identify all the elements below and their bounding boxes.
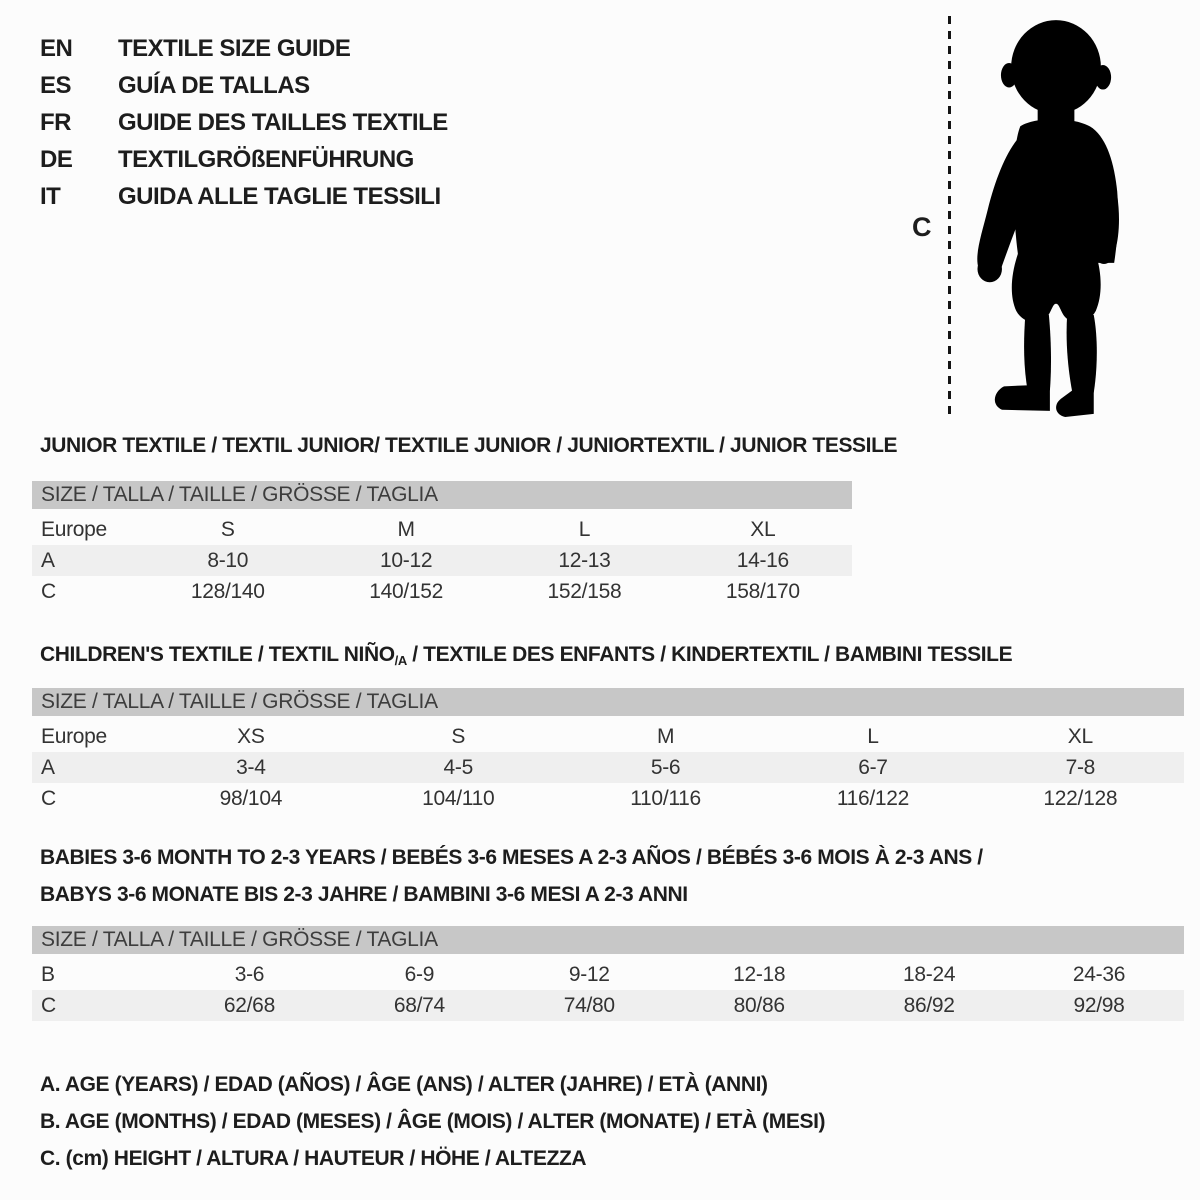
table-row <box>32 990 1184 1021</box>
table-cell: 80/86 <box>674 990 844 1021</box>
table-cell: L <box>578 517 591 541</box>
table-cell: 110/116 <box>630 786 701 810</box>
table-cell: 152/158 <box>547 579 622 603</box>
table-cell: Europe <box>41 724 107 748</box>
table-cell: 12-18 <box>733 962 786 986</box>
table-cell: 14-16 <box>674 545 852 576</box>
table-cell: 18-24 <box>903 962 956 986</box>
table-cell: XL <box>750 517 776 541</box>
table-cell: 116/122 <box>836 786 910 810</box>
language-code: ES <box>40 71 72 99</box>
children-heading-text: CHILDREN'S TEXTILE / TEXTIL NIÑO <box>40 643 395 666</box>
table-cell: 140/152 <box>369 579 444 603</box>
table-cell: XS <box>237 724 265 748</box>
babies-section-heading-line1: BABIES 3-6 MONTH TO 2-3 YEARS / BEBÉS 3-6 MESES A 2-3 AÑOS / BÉBÉS 3-6 MOIS À 2-3 ANS / <box>40 846 983 869</box>
table-cell: C <box>41 579 56 603</box>
table-cell: S <box>451 724 466 748</box>
table-cell: 9-12 <box>568 962 610 986</box>
table-cell: 4-5 <box>355 752 562 783</box>
table-cell: A <box>32 545 139 576</box>
table-cell: 5-6 <box>562 752 769 783</box>
language-title: GUIDA ALLE TAGLIE TESSILI <box>118 182 441 210</box>
language-title: GUÍA DE TALLAS <box>118 71 310 99</box>
table-cell: S <box>220 517 235 541</box>
table-cell: 92/98 <box>1014 990 1184 1021</box>
legend-line-b: B. AGE (MONTHS) / EDAD (MESES) / ÂGE (MOIS) / ALTER (MONATE) / ETÀ (MESI) <box>40 1109 826 1133</box>
table-cell: 74/80 <box>504 990 674 1021</box>
table-row <box>32 576 852 607</box>
table-cell: 122/128 <box>1043 786 1118 810</box>
table-cell: L <box>867 724 879 748</box>
table-row <box>32 783 1184 814</box>
children-size-table <box>32 688 1184 814</box>
size-header-bar: SIZE / TALLA / TAILLE / GRÖSSE / TAGLIA <box>32 926 1184 954</box>
table-cell: 68/74 <box>334 990 504 1021</box>
children-heading-text: / TEXTILE DES ENFANTS / KINDERTEXTIL / BAMBINI TESSILE <box>406 643 1013 666</box>
language-title-block <box>40 30 448 215</box>
junior-section-heading: JUNIOR TEXTILE / TEXTIL JUNIOR/ TEXTILE JUNIOR / JUNIORTEXTIL / JUNIOR TESSILE <box>40 434 898 457</box>
table-cell: C <box>41 786 56 810</box>
table-cell: 104/110 <box>422 786 495 810</box>
table-cell: 7-8 <box>977 752 1184 783</box>
table-row <box>32 721 1184 752</box>
table-cell: 10-12 <box>317 545 495 576</box>
language-row-es <box>40 67 448 104</box>
table-cell: 62/68 <box>164 990 334 1021</box>
language-code: DE <box>40 145 73 173</box>
table-row <box>32 752 1184 783</box>
table-cell: C <box>32 990 164 1021</box>
language-title: TEXTILE SIZE GUIDE <box>118 34 351 62</box>
table-cell: 6-7 <box>769 752 976 783</box>
language-title: GUIDE DES TAILLES TEXTILE <box>118 108 448 136</box>
height-dashed-line <box>948 16 951 416</box>
children-heading-subscript: /A <box>394 653 407 668</box>
legend-line-c: C. (cm) HEIGHT / ALTURA / HAUTEUR / HÖHE / ALTEZZA <box>40 1146 587 1170</box>
language-row-it <box>40 178 448 215</box>
size-header-bar: SIZE / TALLA / TAILLE / GRÖSSE / TAGLIA <box>32 481 852 509</box>
babies-size-table <box>32 926 1184 1021</box>
language-title: TEXTILGRÖßENFÜHRUNG <box>118 145 414 173</box>
size-header-bar: SIZE / TALLA / TAILLE / GRÖSSE / TAGLIA <box>32 688 1184 716</box>
table-cell: Europe <box>41 517 107 541</box>
table-cell: 24-36 <box>1072 962 1126 986</box>
table-cell: A <box>32 752 147 783</box>
table-cell: 6-9 <box>404 962 435 986</box>
table-cell: 158/170 <box>725 579 800 603</box>
table-cell: 86/92 <box>844 990 1014 1021</box>
language-row-en <box>40 30 448 67</box>
table-row <box>32 514 852 545</box>
table-row <box>32 959 1184 990</box>
table-row <box>32 545 852 576</box>
table-cell: M <box>656 724 675 748</box>
table-cell: B <box>41 962 55 986</box>
language-code: EN <box>40 34 73 62</box>
children-section-heading <box>40 643 1012 667</box>
junior-size-table <box>32 481 852 607</box>
height-measure-label: C <box>912 212 932 242</box>
language-row-fr <box>40 104 448 141</box>
table-cell: 8-10 <box>139 545 317 576</box>
table-cell: 12-13 <box>495 545 673 576</box>
table-cell: 128/140 <box>190 579 265 603</box>
measurement-legend <box>40 1066 825 1177</box>
language-code: IT <box>40 182 61 210</box>
babies-section-heading-line2: BABYS 3-6 MONATE BIS 2-3 JAHRE / BAMBINI 3-6 MESI A 2-3 ANNI <box>40 883 688 906</box>
legend-line-a: A. AGE (YEARS) / EDAD (AÑOS) / ÂGE (ANS) / ALTER (JAHRE) / ETÀ (ANNI) <box>40 1072 768 1096</box>
language-code: FR <box>40 108 71 136</box>
table-cell: 3-4 <box>147 752 354 783</box>
table-cell: XL <box>1067 724 1093 748</box>
language-row-de <box>40 141 448 178</box>
table-cell: M <box>397 517 415 541</box>
table-cell: 3-6 <box>234 962 265 986</box>
table-cell: 98/104 <box>219 786 283 810</box>
toddler-silhouette <box>960 12 1150 420</box>
